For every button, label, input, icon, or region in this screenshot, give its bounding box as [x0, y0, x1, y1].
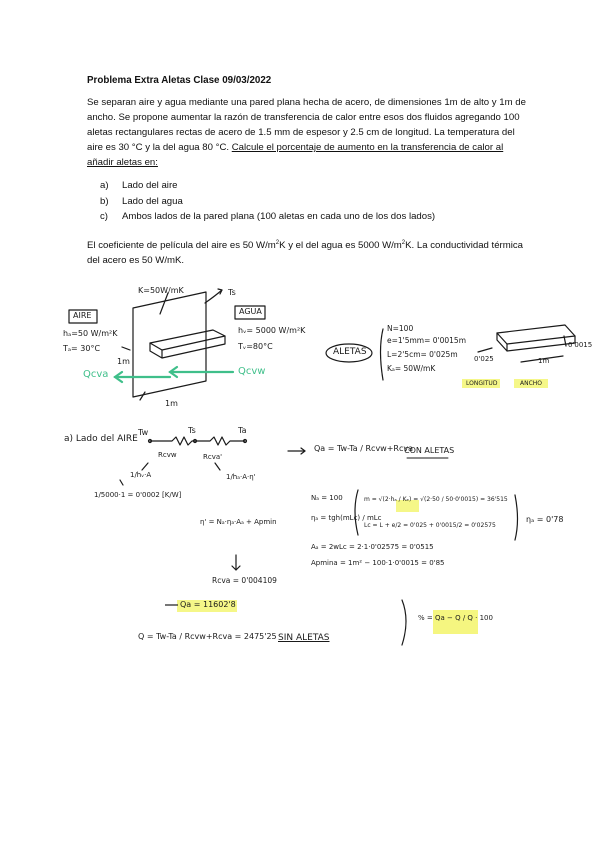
- aa-value: Aₐ = 2wLc = 2·1·0'02575 = 0'0515: [311, 543, 434, 551]
- con-aletas-label: CON ALETAS: [404, 446, 455, 455]
- circuit-tw: Tw: [138, 428, 149, 437]
- qcvw-label: Qcvw: [238, 366, 266, 377]
- list-item: b) Lado del agua: [100, 195, 183, 207]
- section-heading: a) Lado del AIRE: [64, 434, 138, 444]
- fin-length: 0'025: [474, 355, 494, 363]
- na-value: Nₐ = 100: [311, 494, 343, 502]
- circuit-ts: Ts: [188, 426, 196, 435]
- problem-title: Problema Extra Aletas Clase 09/03/2022: [87, 75, 272, 86]
- aletas-n: N=100: [387, 324, 414, 333]
- ts-label: Ts: [228, 288, 236, 297]
- rcva-value: Rcva = 0'004109: [212, 576, 277, 585]
- eta-value: ηₐ = 0'78: [526, 515, 564, 524]
- ta-label: Tₐ= 30°C: [63, 344, 101, 353]
- apmin-value: Apmina = 1m² − 100·1·0'0015 = 0'85: [311, 559, 445, 567]
- inverse-hw: 1/hᵥ·A: [130, 471, 152, 479]
- width-dimension: 1m: [165, 399, 178, 408]
- eta-equation: η' = Nₐ·ηₐ·Aₐ + Apmin: [200, 518, 277, 526]
- percent-formula: % = Qa − Q / Q · 100: [418, 614, 493, 622]
- aletas-e: e=1'5mm= 0'0015m: [387, 336, 467, 345]
- aire-label: AIRE: [73, 311, 92, 320]
- rw-value: 1/5000·1 = 0'0002 [K/W]: [94, 491, 182, 499]
- coefficients-paragraph: El coeficiente de película del aire es 50 $W/m^2K$ y el del agua es 5000 $W/m^2K$. La conductividad térmica del acero es 50 W/mK.: [87, 240, 523, 267]
- aletas-l: L=2'5cm= 0'025m: [387, 350, 458, 359]
- aletas-k: Kₐ= 50W/mK: [387, 364, 436, 373]
- circuit-rcva: Rcva': [203, 453, 223, 461]
- m-expression: m = √(2·hₐ / Kₑ) = √(2·50 / 50·0'0015) = 36'515: [364, 496, 508, 503]
- k-label: K=50W/mK: [138, 286, 184, 295]
- ancho-label: ANCHO: [520, 380, 543, 387]
- wall-sketch: [133, 292, 206, 397]
- statement-intro: Se separan aire y agua mediante una pared plana hecha de acero, de dimensiones 1m de alto y 1m de ancho. Se propone aumentar la razón de transferencia de calor entre esos dos fluidos agregando 100 aletas rectangulares rectas de acero de 1.5 mm de espesor y 2.5 cm de longitud. La temperatura del aire es 30 °C y la del agua 80 °C.: [87, 97, 526, 153]
- inverse-ha: 1/hₐ·A·η': [226, 473, 256, 481]
- q-without-fins: Q = Tw-Ta / Rcvw+Rcva = 2475'25: [138, 632, 277, 641]
- ha-label: hₐ=50 W/m²K: [63, 329, 118, 338]
- qa-result: Qa = 11602'8: [180, 600, 236, 609]
- longitud-label: LONGITUD: [466, 380, 498, 387]
- height-dimension: 1m: [117, 357, 130, 366]
- q-formula: Qa = Tw-Ta / Rcvw+Rcva: [314, 444, 414, 453]
- fin-thickness: 0'0015: [568, 341, 593, 349]
- fin-width: 1m: [538, 357, 550, 365]
- statement-question: Calcule el porcentaje de aumento en la transferencia de calor al añadir aletas en:: [87, 142, 504, 168]
- hw-label: hᵥ= 5000 W/m²K: [238, 326, 306, 335]
- eta-a: ηₐ = tgh(mLc) / mLc: [311, 514, 382, 522]
- qcva-label: Qcva: [83, 369, 109, 380]
- circuit-rcvw: Rcvw: [158, 451, 177, 459]
- tw-label: Tᵥ=80°C: [238, 342, 273, 351]
- circuit-ta: Ta: [238, 426, 247, 435]
- agua-label: AGUA: [239, 307, 262, 316]
- list-item: c) Ambos lados de la pared plana (100 aletas en cada uno de los dos lados): [100, 211, 436, 222]
- list-item: a) Lado del aire: [100, 180, 178, 191]
- lc-expression: Lc = L + e/2 = 0'025 + 0'0015/2 = 0'02575: [364, 522, 496, 529]
- sin-aletas-label: SIN ALETAS: [278, 633, 330, 643]
- aletas-label: ALETAS: [333, 347, 367, 357]
